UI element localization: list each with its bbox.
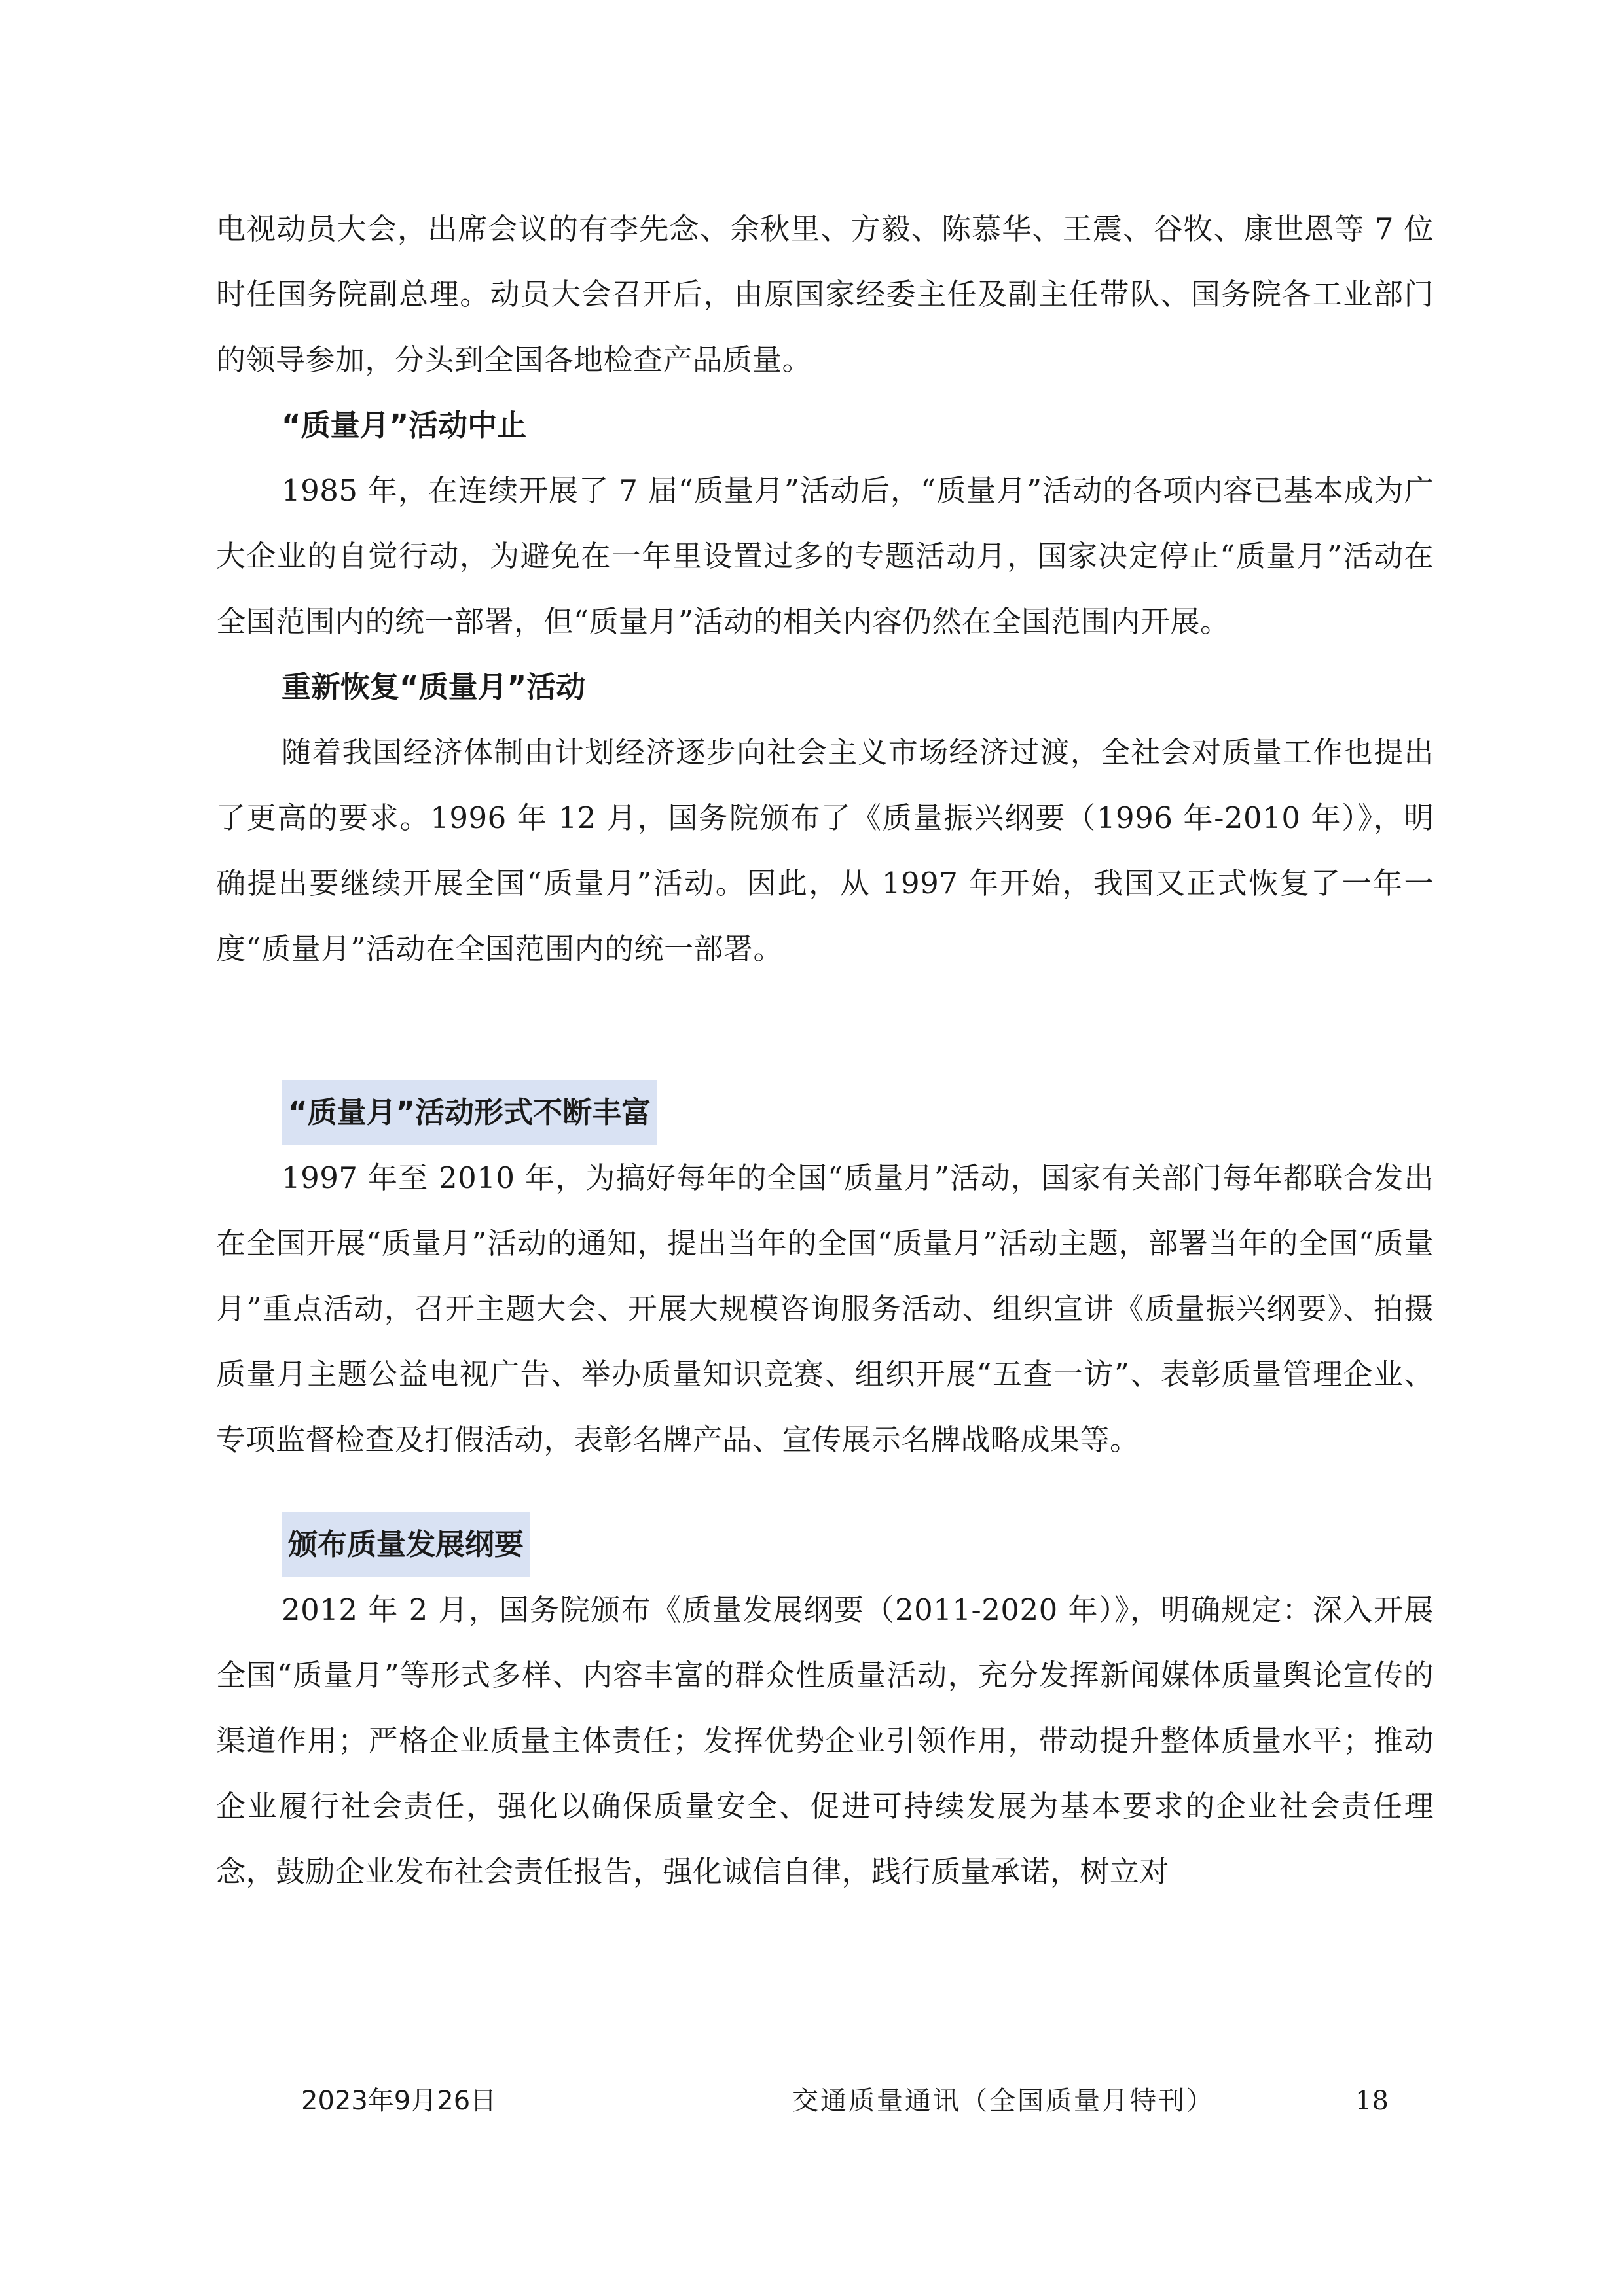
highlighted-heading-text: “质量月”活动形式不断丰富 — [282, 1080, 657, 1145]
footer-journal-title: 交通质量通讯（全国质量月特刊） — [792, 2086, 1214, 2116]
article-body — [216, 196, 1434, 1905]
section-heading-enrichment — [216, 1080, 1434, 1145]
section-heading-outline — [216, 1512, 1434, 1577]
section-heading-restoration: 重新恢复“质量月”活动 — [282, 670, 586, 704]
highlighted-heading-text: 颁布质量发展纲要 — [282, 1512, 530, 1577]
page-footer — [301, 2081, 1414, 2121]
continuation-paragraph: 电视动员大会，出席会议的有李先念、余秋里、方毅、陈慕华、王震、谷牧、康世恩等 7 位时任国务院副总理。动员大会召开后，由原国家经委主任及副主任带队、国务院各工业部门的领导参加，分头到全国各地检查产品质量。 — [216, 211, 1434, 377]
section-paragraph-restoration: 随着我国经济体制由计划经济逐步向社会主义市场经济过渡，全社会对质量工作也提出了更高的要求。1996 年 12 月，国务院颁布了《质量振兴纲要（1996 年-2010 年）》，明确提出要继续开展全国“质量月”活动。因此，从 1997 年开始，我国又正式恢复了一年一度“质量月”活动在全国范围内的统一部署。 — [216, 735, 1434, 966]
footer-date: 2023年9月26日 — [301, 2086, 497, 2116]
section-paragraph-outline: 2012 年 2 月，国务院颁布《质量发展纲要（2011-2020 年）》，明确规定：深入开展全国“质量月”等形式多样、内容丰富的群众性质量活动，充分发挥新闻媒体质量舆论宣传的渠道作用；严格企业质量主体责任；发挥优势企业引领作用，带动提升整体质量水平；推动企业履行社会责任，强化以确保质量安全、促进可持续发展为基本要求的企业社会责任理念，鼓励企业发布社会责任报告，强化诚信自律，践行质量承诺，树立对 — [216, 1592, 1434, 1889]
section-heading-suspension: “质量月”活动中止 — [282, 408, 527, 442]
page-number: 18 — [1355, 2086, 1389, 2116]
section-gap — [216, 982, 1434, 1080]
section-gap — [216, 1473, 1434, 1512]
section-paragraph-suspension: 1985 年，在连续开展了 7 届“质量月”活动后，“质量月”活动的各项内容已基本成为广大企业的自觉行动，为避免在一年里设置过多的专题活动月，国家决定停止“质量月”活动在全国范围内的统一部署，但“质量月”活动的相关内容仍然在全国范围内开展。 — [216, 473, 1434, 639]
section-paragraph-enrichment: 1997 年至 2010 年，为搞好每年的全国“质量月”活动，国家有关部门每年都联合发出在全国开展“质量月”活动的通知，提出当年的全国“质量月”活动主题，部署当年的全国“质量月”重点活动，召开主题大会、开展大规模咨询服务活动、组织宣讲《质量振兴纲要》、拍摄质量月主题公益电视广告、举办质量知识竞赛、组织开展“五查一访”、表彰质量管理企业、专项监督检查及打假活动，表彰名牌产品、宣传展示名牌战略成果等。 — [216, 1160, 1434, 1457]
